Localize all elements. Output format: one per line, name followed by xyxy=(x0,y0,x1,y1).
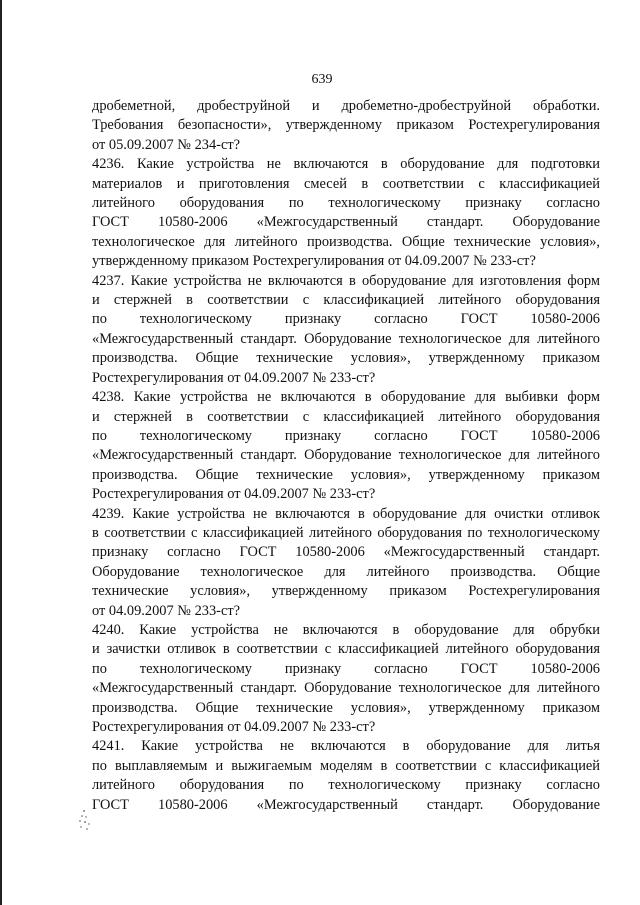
text-line: по технологическому признаку согласно ГОСТ 10580-2006 xyxy=(92,311,600,328)
body-text xyxy=(92,97,600,815)
scan-artifact-mark xyxy=(76,808,96,834)
text-line: и стержней в соответствии с классификацией литейного оборудования xyxy=(92,292,600,309)
text-line: технические условия», утвержденному приказом Ростехрегулирования xyxy=(92,583,600,600)
text-line: дробеметной, дробеструйной и дробеметно-дробеструйной обработки. xyxy=(92,98,600,114)
page-number: 639 xyxy=(311,72,333,87)
text-line: 4237. Какие устройства не включаются в оборудование для изготовления форм xyxy=(92,272,600,289)
paragraph xyxy=(92,505,600,621)
text-line: «Межгосударственный стандарт. Оборудование технологическое для литейного xyxy=(92,680,600,697)
paragraph xyxy=(92,388,600,504)
text-line: от 05.09.2007 № 234-ст? xyxy=(92,136,241,153)
text-line: Ростехрегулирования от 04.09.2007 № 233-ст? xyxy=(92,719,376,735)
paragraph xyxy=(92,272,600,388)
text-line: 4236. Какие устройства не включаются в оборудование для подготовки xyxy=(92,156,600,173)
paragraph xyxy=(92,97,600,155)
text-line: Ростехрегулирования от 04.09.2007 № 233-ст? xyxy=(92,369,376,386)
text-line: по технологическому признаку согласно ГОСТ 10580-2006 xyxy=(92,427,600,444)
text-line: от 04.09.2007 № 233-ст? xyxy=(92,602,241,619)
text-line: и зачистки отливок в соответствии с классификацией литейного оборудования xyxy=(92,641,600,658)
text-line: утвержденному приказом Ростехрегулирования от 04.09.2007 № 233-ст? xyxy=(92,253,536,270)
text-line: литейного оборудования по технологическому признаку согласно xyxy=(92,777,600,794)
text-line: материалов и приготовления смесей в соответствии с классификацией xyxy=(92,175,600,192)
text-line: Требования безопасности», утвержденному приказом Ростехрегулирования xyxy=(92,117,600,134)
text-line: литейного оборудования по технологическому признаку согласно xyxy=(92,195,600,212)
text-line: технологическое для литейного производства. Общие технические условия», xyxy=(92,233,600,250)
text-line: в соответствии с классификацией литейного оборудования по технологическому xyxy=(92,524,600,541)
text-line: 4241. Какие устройства не включаются в оборудование для литья xyxy=(92,738,600,755)
text-line: производства. Общие технические условия», утвержденному приказом xyxy=(92,466,600,483)
text-line: 4240. Какие устройства не включаются в оборудование для обрубки xyxy=(92,621,600,638)
text-line: 4238. Какие устройства не включаются в оборудование для выбивки форм xyxy=(92,389,600,406)
paragraph xyxy=(92,737,600,815)
text-line: ГОСТ 10580-2006 «Межгосударственный стандарт. Оборудование xyxy=(92,214,600,231)
text-line: по выплавляемым и выжигаемым моделям в соответствии с классификацией xyxy=(92,757,600,774)
text-line: Оборудование технологическое для литейного производства. Общие xyxy=(92,563,600,580)
text-line: Ростехрегулирования от 04.09.2007 № 233-ст? xyxy=(92,486,376,503)
text-line: производства. Общие технические условия», утвержденному приказом xyxy=(92,350,600,367)
paragraph xyxy=(92,621,600,737)
text-line: «Межгосударственный стандарт. Оборудование технологическое для литейного xyxy=(92,330,600,347)
text-line: 4239. Какие устройства не включаются в оборудование для очистки отливок xyxy=(92,505,600,522)
text-line: «Межгосударственный стандарт. Оборудование технологическое для литейного xyxy=(92,447,600,464)
text-line: и стержней в соответствии с классификацией литейного оборудования xyxy=(92,408,600,425)
text-line: признаку согласно ГОСТ 10580-2006 «Межгосударственный стандарт. xyxy=(92,544,600,561)
paragraph xyxy=(92,155,600,271)
text-line: ГОСТ 10580-2006 «Межгосударственный стандарт. Оборудование xyxy=(92,796,600,813)
text-line: производства. Общие технические условия», утвержденному приказом xyxy=(92,699,600,716)
text-line: по технологическому признаку согласно ГОСТ 10580-2006 xyxy=(92,660,600,677)
